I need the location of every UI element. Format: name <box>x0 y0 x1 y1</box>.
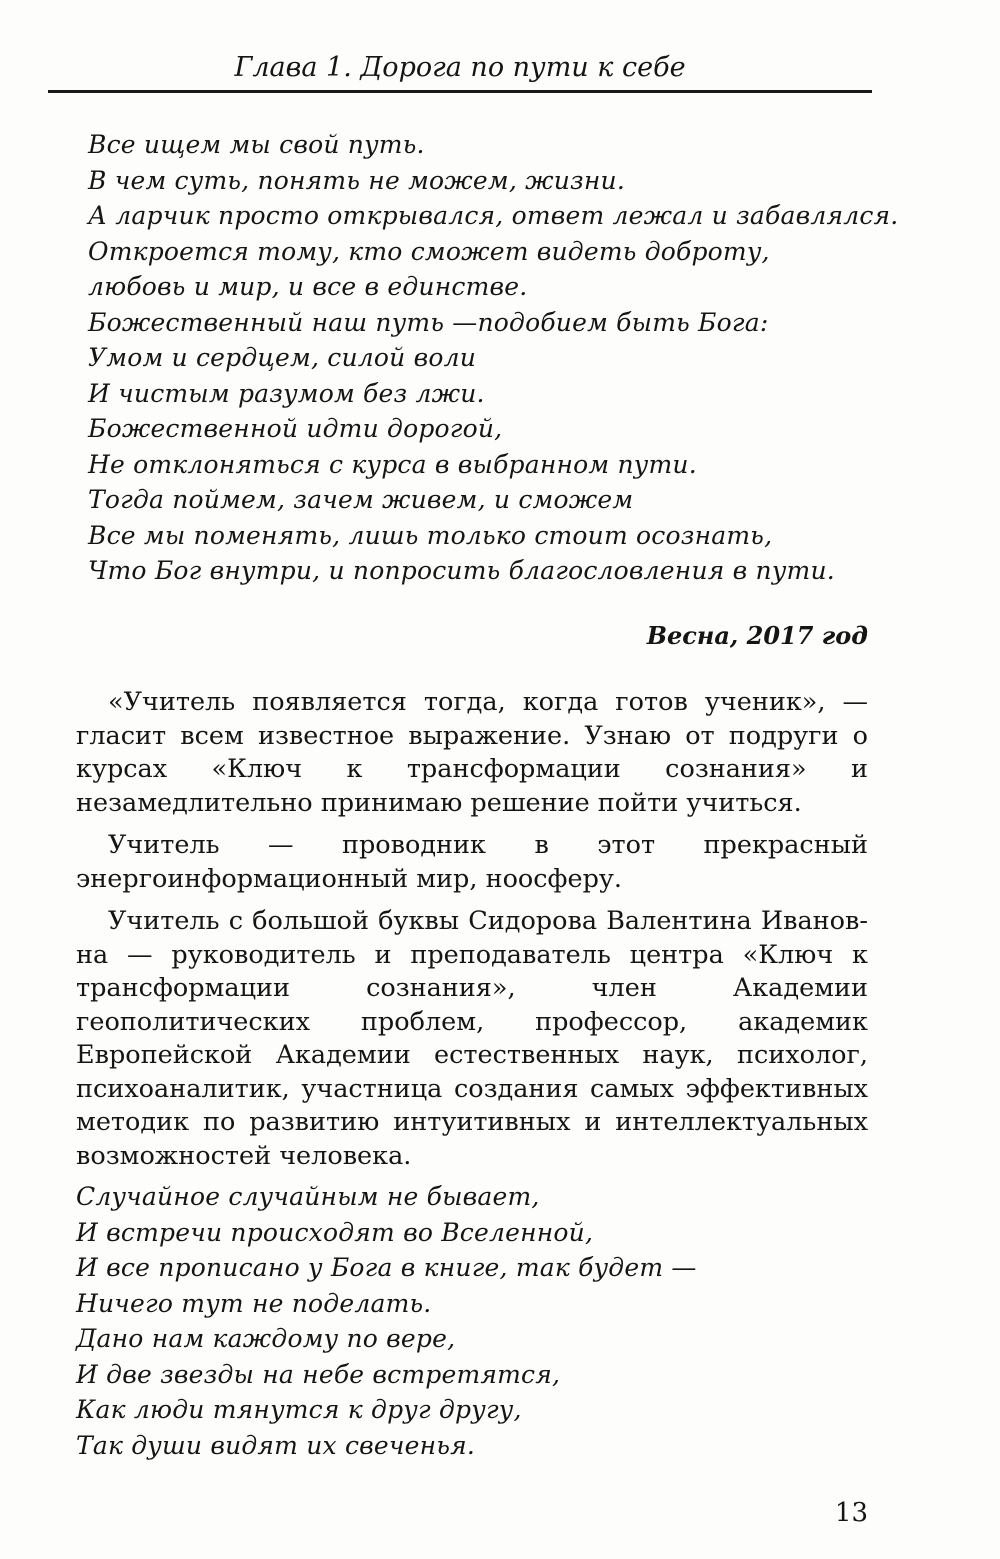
poem-signature-date: Весна, 2017 год <box>646 621 868 650</box>
poem-line: Дано нам каждому по вере, <box>76 1324 456 1353</box>
poem-line: Не отклоняться с курса в выбранном пути. <box>88 449 697 479</box>
poem-line: Все ищем мы свой путь. <box>88 130 425 159</box>
poem-first <box>88 127 898 589</box>
poem-line: Умом и сердцем, силой воли <box>88 343 477 372</box>
poem-line: Божественной идти дорогой, <box>88 414 503 443</box>
header-divider <box>48 90 872 93</box>
poem-line: И все прописано у Бога в книге, так будет — <box>76 1253 697 1282</box>
prose-body <box>76 686 868 1182</box>
poem-line: И встречи происходят во Вселенной, <box>76 1217 594 1247</box>
paragraph: Учитель — проводник в этот прекрасный энергоинформационный мир, ноосферу. <box>76 830 868 894</box>
poem-line: Случайное случайным не бывает, <box>76 1182 540 1211</box>
poem-line: Как люди тянутся к друг другу, <box>76 1395 522 1424</box>
paragraph: Учитель с большой буквы Сидорова Валентина Ивановна — руководитель и преподаватель центра «Ключ к трансформации сознания», член Академии геополитических проблем, профессор, академик Европейской Академии естественных наук, психолог, психоаналитик, участница создания самых эффективных методик по развитию интуитивных и интеллектуальных возможностей человека. <box>76 906 868 1171</box>
chapter-running-header: Глава 1. Дорога по пути к себе <box>234 52 686 83</box>
poem-line: Откроется тому, кто сможет видеть доброту, <box>88 236 770 266</box>
poem-line: любовь и мир, и все в единстве. <box>88 272 528 301</box>
poem-line: Так души видят их свеченья. <box>76 1430 476 1460</box>
poem-line: В чем суть, понять не можем, жизни. <box>88 165 625 195</box>
poem-line: И две звезды на небе встретятся, <box>76 1359 561 1389</box>
poem-line: Божественный наш путь —подобием быть Бога: <box>88 307 769 337</box>
poem-line: И чистым разумом без лжи. <box>88 378 485 408</box>
paragraph: «Учитель появляется тогда, когда готов ученик», — гласит всем известное выражение. Узнаю от подруги о курсах «Ключ к трансформации сознания» и незамедлительно принимаю решение пойти учиться. <box>76 687 868 818</box>
poem-line: Все мы поменять, лишь только стоит осознать, <box>88 520 773 550</box>
poem-line: Ничего тут не поделать. <box>76 1288 432 1318</box>
poem-line: А ларчик просто открывался, ответ лежал и забавлялся. <box>88 201 899 230</box>
page-number: 13 <box>834 1498 868 1528</box>
poem-second <box>76 1179 697 1463</box>
poem-line: Что Бог внутри, и попросить благословления в пути. <box>88 556 835 585</box>
poem-line: Тогда поймем, зачем живем, и сможем <box>88 485 634 514</box>
